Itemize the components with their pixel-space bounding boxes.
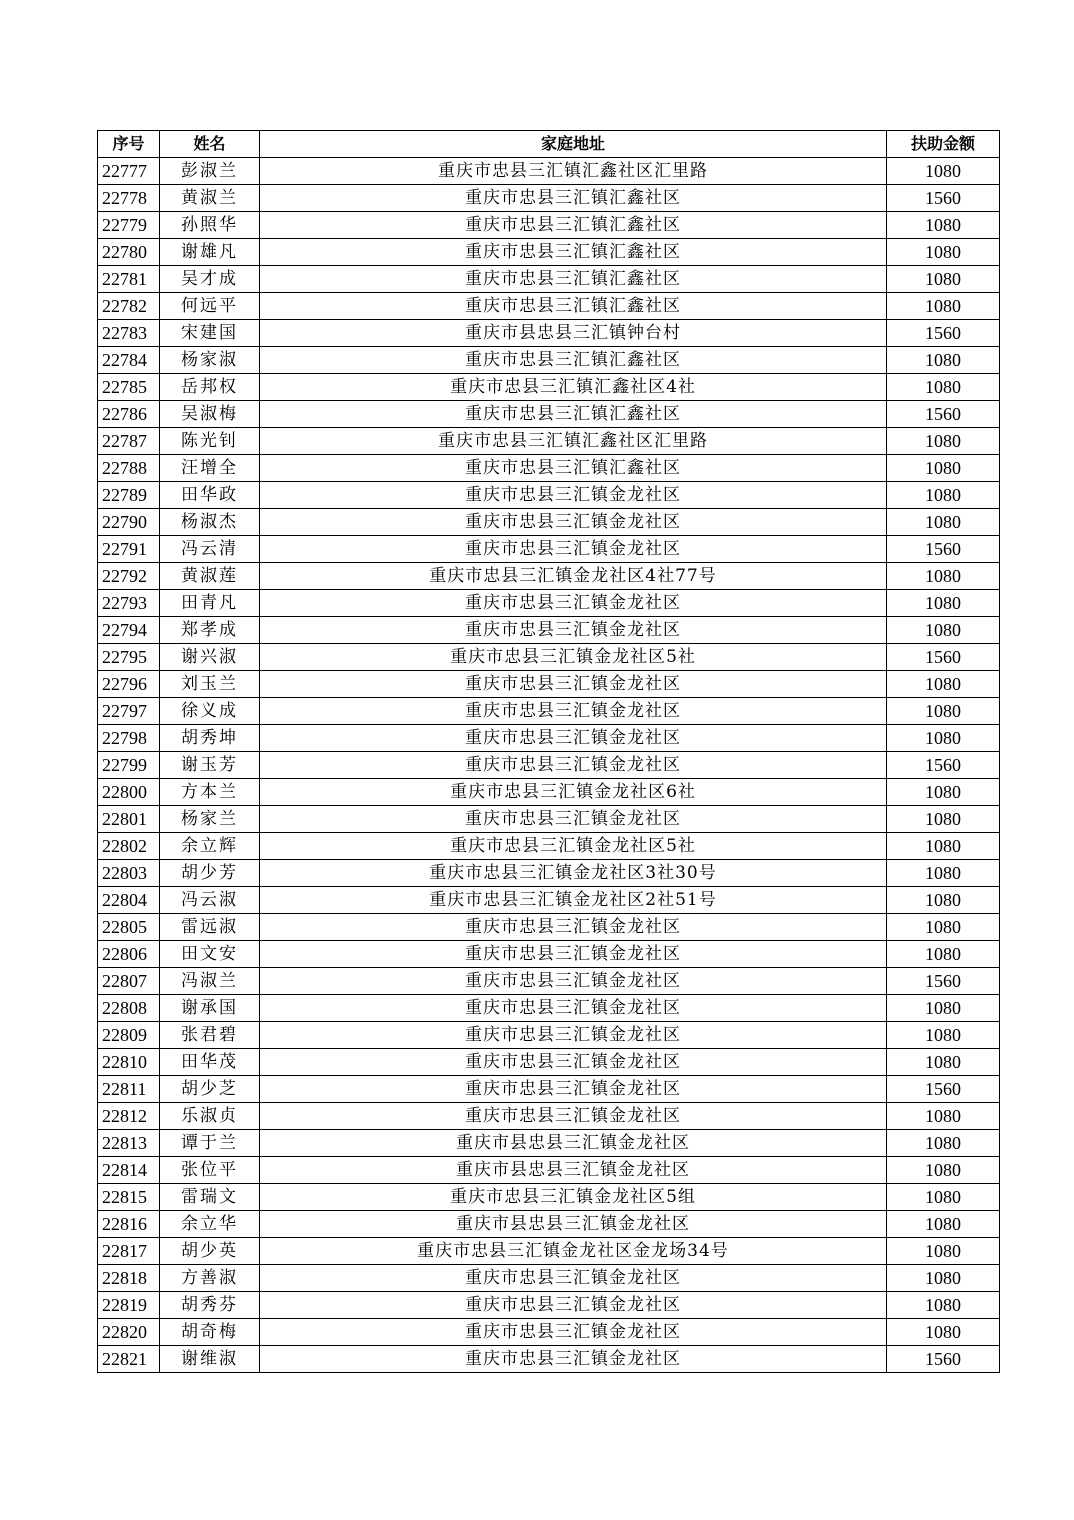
table-row bbox=[98, 698, 1000, 725]
cell-name: 冯淑兰 bbox=[160, 968, 260, 995]
cell-home-address: 重庆市忠县三汇镇汇鑫社区 bbox=[260, 455, 887, 482]
cell-home-address: 重庆市忠县三汇镇金龙社区 bbox=[260, 482, 887, 509]
cell-home-address: 重庆市忠县三汇镇金龙社区 bbox=[260, 1265, 887, 1292]
cell-name: 乐淑贞 bbox=[160, 1103, 260, 1130]
cell-name: 徐义成 bbox=[160, 698, 260, 725]
cell-home-address: 重庆市忠县三汇镇汇鑫社区 bbox=[260, 347, 887, 374]
table-row bbox=[98, 1238, 1000, 1265]
cell-assistance-amount: 1080 bbox=[887, 563, 1000, 590]
cell-serial-number: 22813 bbox=[98, 1130, 160, 1157]
cell-serial-number: 22810 bbox=[98, 1049, 160, 1076]
cell-assistance-amount: 1560 bbox=[887, 1076, 1000, 1103]
table-row bbox=[98, 590, 1000, 617]
cell-assistance-amount: 1080 bbox=[887, 1238, 1000, 1265]
cell-assistance-amount: 1080 bbox=[887, 1292, 1000, 1319]
cell-name: 胡少芝 bbox=[160, 1076, 260, 1103]
cell-name: 孙照华 bbox=[160, 212, 260, 239]
cell-assistance-amount: 1080 bbox=[887, 266, 1000, 293]
cell-assistance-amount: 1560 bbox=[887, 644, 1000, 671]
cell-serial-number: 22806 bbox=[98, 941, 160, 968]
cell-name: 胡秀坤 bbox=[160, 725, 260, 752]
cell-home-address: 重庆市忠县三汇镇金龙社区金龙场34号 bbox=[260, 1238, 887, 1265]
cell-assistance-amount: 1080 bbox=[887, 1049, 1000, 1076]
cell-serial-number: 22817 bbox=[98, 1238, 160, 1265]
table-row bbox=[98, 158, 1000, 185]
cell-serial-number: 22790 bbox=[98, 509, 160, 536]
cell-home-address: 重庆市忠县三汇镇金龙社区 bbox=[260, 995, 887, 1022]
table-row bbox=[98, 1319, 1000, 1346]
cell-assistance-amount: 1080 bbox=[887, 833, 1000, 860]
cell-name: 刘玉兰 bbox=[160, 671, 260, 698]
cell-assistance-amount: 1080 bbox=[887, 779, 1000, 806]
table-row bbox=[98, 941, 1000, 968]
table-row bbox=[98, 1130, 1000, 1157]
cell-home-address: 重庆市忠县三汇镇金龙社区6社 bbox=[260, 779, 887, 806]
cell-name: 谢兴淑 bbox=[160, 644, 260, 671]
cell-name: 彭淑兰 bbox=[160, 158, 260, 185]
cell-name: 谭于兰 bbox=[160, 1130, 260, 1157]
cell-name: 张君碧 bbox=[160, 1022, 260, 1049]
cell-assistance-amount: 1080 bbox=[887, 158, 1000, 185]
cell-home-address: 重庆市忠县三汇镇汇鑫社区 bbox=[260, 185, 887, 212]
table-row bbox=[98, 1103, 1000, 1130]
cell-home-address: 重庆市忠县三汇镇金龙社区 bbox=[260, 941, 887, 968]
table-row bbox=[98, 536, 1000, 563]
cell-name: 郑孝成 bbox=[160, 617, 260, 644]
cell-name: 谢雄凡 bbox=[160, 239, 260, 266]
table-row bbox=[98, 779, 1000, 806]
header-home-address: 家庭地址 bbox=[260, 131, 887, 158]
cell-serial-number: 22786 bbox=[98, 401, 160, 428]
cell-serial-number: 22794 bbox=[98, 617, 160, 644]
cell-assistance-amount: 1080 bbox=[887, 509, 1000, 536]
cell-name: 余立华 bbox=[160, 1211, 260, 1238]
table-row bbox=[98, 428, 1000, 455]
header-assistance-amount: 扶助金额 bbox=[887, 131, 1000, 158]
cell-home-address: 重庆市忠县三汇镇金龙社区 bbox=[260, 1049, 887, 1076]
table-row bbox=[98, 1346, 1000, 1373]
cell-serial-number: 22801 bbox=[98, 806, 160, 833]
cell-name: 胡少英 bbox=[160, 1238, 260, 1265]
table-row bbox=[98, 995, 1000, 1022]
cell-name: 杨淑杰 bbox=[160, 509, 260, 536]
cell-home-address: 重庆市县忠县三汇镇钟台村 bbox=[260, 320, 887, 347]
cell-name: 胡秀芬 bbox=[160, 1292, 260, 1319]
cell-home-address: 重庆市忠县三汇镇金龙社区 bbox=[260, 752, 887, 779]
cell-name: 谢承国 bbox=[160, 995, 260, 1022]
table-row bbox=[98, 968, 1000, 995]
cell-home-address: 重庆市忠县三汇镇金龙社区 bbox=[260, 536, 887, 563]
cell-assistance-amount: 1080 bbox=[887, 1211, 1000, 1238]
cell-serial-number: 22804 bbox=[98, 887, 160, 914]
cell-home-address: 重庆市忠县三汇镇汇鑫社区 bbox=[260, 239, 887, 266]
cell-serial-number: 22779 bbox=[98, 212, 160, 239]
cell-name: 田文安 bbox=[160, 941, 260, 968]
cell-name: 汪增全 bbox=[160, 455, 260, 482]
table-row bbox=[98, 509, 1000, 536]
table-row bbox=[98, 1076, 1000, 1103]
cell-serial-number: 22782 bbox=[98, 293, 160, 320]
table-row bbox=[98, 347, 1000, 374]
cell-home-address: 重庆市县忠县三汇镇金龙社区 bbox=[260, 1211, 887, 1238]
table-row bbox=[98, 1049, 1000, 1076]
cell-serial-number: 22802 bbox=[98, 833, 160, 860]
table-row bbox=[98, 239, 1000, 266]
cell-home-address: 重庆市忠县三汇镇金龙社区 bbox=[260, 968, 887, 995]
table-header-row bbox=[98, 131, 1000, 158]
cell-home-address: 重庆市忠县三汇镇金龙社区 bbox=[260, 806, 887, 833]
table-row bbox=[98, 671, 1000, 698]
cell-name: 田青凡 bbox=[160, 590, 260, 617]
table-row bbox=[98, 320, 1000, 347]
cell-assistance-amount: 1080 bbox=[887, 212, 1000, 239]
cell-home-address: 重庆市县忠县三汇镇金龙社区 bbox=[260, 1157, 887, 1184]
cell-home-address: 重庆市忠县三汇镇金龙社区 bbox=[260, 1022, 887, 1049]
cell-home-address: 重庆市忠县三汇镇金龙社区5社 bbox=[260, 644, 887, 671]
cell-name: 杨家淑 bbox=[160, 347, 260, 374]
cell-name: 宋建国 bbox=[160, 320, 260, 347]
cell-name: 田华茂 bbox=[160, 1049, 260, 1076]
table-row bbox=[98, 617, 1000, 644]
table-row bbox=[98, 374, 1000, 401]
cell-home-address: 重庆市忠县三汇镇金龙社区3社30号 bbox=[260, 860, 887, 887]
cell-name: 余立辉 bbox=[160, 833, 260, 860]
cell-assistance-amount: 1560 bbox=[887, 185, 1000, 212]
cell-serial-number: 22820 bbox=[98, 1319, 160, 1346]
table-row bbox=[98, 266, 1000, 293]
cell-home-address: 重庆市忠县三汇镇金龙社区 bbox=[260, 1319, 887, 1346]
cell-assistance-amount: 1080 bbox=[887, 995, 1000, 1022]
cell-serial-number: 22803 bbox=[98, 860, 160, 887]
cell-home-address: 重庆市忠县三汇镇汇鑫社区 bbox=[260, 212, 887, 239]
cell-serial-number: 22795 bbox=[98, 644, 160, 671]
cell-home-address: 重庆市忠县三汇镇金龙社区 bbox=[260, 1292, 887, 1319]
table-row bbox=[98, 185, 1000, 212]
cell-name: 方本兰 bbox=[160, 779, 260, 806]
table-row bbox=[98, 1157, 1000, 1184]
cell-assistance-amount: 1080 bbox=[887, 455, 1000, 482]
cell-assistance-amount: 1560 bbox=[887, 752, 1000, 779]
cell-assistance-amount: 1080 bbox=[887, 347, 1000, 374]
cell-name: 黄淑莲 bbox=[160, 563, 260, 590]
table-row bbox=[98, 563, 1000, 590]
cell-serial-number: 22805 bbox=[98, 914, 160, 941]
cell-serial-number: 22814 bbox=[98, 1157, 160, 1184]
header-serial-number: 序号 bbox=[98, 131, 160, 158]
cell-name: 冯云淑 bbox=[160, 887, 260, 914]
cell-name: 田华政 bbox=[160, 482, 260, 509]
cell-serial-number: 22780 bbox=[98, 239, 160, 266]
cell-home-address: 重庆市忠县三汇镇金龙社区 bbox=[260, 590, 887, 617]
assistance-roster-table bbox=[97, 130, 1000, 1373]
cell-home-address: 重庆市忠县三汇镇金龙社区4社77号 bbox=[260, 563, 887, 590]
cell-assistance-amount: 1560 bbox=[887, 320, 1000, 347]
table-row bbox=[98, 1022, 1000, 1049]
table-row bbox=[98, 1211, 1000, 1238]
table-row bbox=[98, 752, 1000, 779]
table-row bbox=[98, 914, 1000, 941]
cell-home-address: 重庆市忠县三汇镇金龙社区5社 bbox=[260, 833, 887, 860]
cell-home-address: 重庆市忠县三汇镇金龙社区 bbox=[260, 1346, 887, 1373]
cell-serial-number: 22781 bbox=[98, 266, 160, 293]
cell-name: 胡少芳 bbox=[160, 860, 260, 887]
cell-name: 雷远淑 bbox=[160, 914, 260, 941]
cell-assistance-amount: 1080 bbox=[887, 941, 1000, 968]
cell-serial-number: 22800 bbox=[98, 779, 160, 806]
cell-serial-number: 22793 bbox=[98, 590, 160, 617]
cell-name: 冯云清 bbox=[160, 536, 260, 563]
cell-assistance-amount: 1080 bbox=[887, 1157, 1000, 1184]
cell-serial-number: 22788 bbox=[98, 455, 160, 482]
cell-assistance-amount: 1560 bbox=[887, 968, 1000, 995]
cell-assistance-amount: 1080 bbox=[887, 293, 1000, 320]
cell-name: 黄淑兰 bbox=[160, 185, 260, 212]
cell-home-address: 重庆市忠县三汇镇金龙社区 bbox=[260, 1076, 887, 1103]
cell-home-address: 重庆市忠县三汇镇金龙社区 bbox=[260, 914, 887, 941]
cell-name: 张位平 bbox=[160, 1157, 260, 1184]
cell-name: 方善淑 bbox=[160, 1265, 260, 1292]
cell-home-address: 重庆市忠县三汇镇金龙社区 bbox=[260, 725, 887, 752]
cell-assistance-amount: 1080 bbox=[887, 860, 1000, 887]
cell-serial-number: 22796 bbox=[98, 671, 160, 698]
cell-serial-number: 22819 bbox=[98, 1292, 160, 1319]
cell-home-address: 重庆市忠县三汇镇汇鑫社区4社 bbox=[260, 374, 887, 401]
table-row bbox=[98, 1184, 1000, 1211]
cell-assistance-amount: 1080 bbox=[887, 374, 1000, 401]
cell-name: 岳邦权 bbox=[160, 374, 260, 401]
cell-serial-number: 22789 bbox=[98, 482, 160, 509]
cell-home-address: 重庆市忠县三汇镇金龙社区 bbox=[260, 671, 887, 698]
cell-serial-number: 22807 bbox=[98, 968, 160, 995]
cell-name: 谢玉芳 bbox=[160, 752, 260, 779]
cell-home-address: 重庆市忠县三汇镇金龙社区 bbox=[260, 617, 887, 644]
cell-serial-number: 22816 bbox=[98, 1211, 160, 1238]
cell-assistance-amount: 1080 bbox=[887, 914, 1000, 941]
table-row bbox=[98, 806, 1000, 833]
cell-serial-number: 22812 bbox=[98, 1103, 160, 1130]
cell-serial-number: 22783 bbox=[98, 320, 160, 347]
cell-home-address: 重庆市忠县三汇镇金龙社区2社51号 bbox=[260, 887, 887, 914]
table-body bbox=[98, 158, 1000, 1373]
cell-assistance-amount: 1080 bbox=[887, 239, 1000, 266]
cell-home-address: 重庆市忠县三汇镇汇鑫社区汇里路 bbox=[260, 428, 887, 455]
cell-home-address: 重庆市忠县三汇镇汇鑫社区汇里路 bbox=[260, 158, 887, 185]
cell-serial-number: 22791 bbox=[98, 536, 160, 563]
cell-serial-number: 22821 bbox=[98, 1346, 160, 1373]
cell-assistance-amount: 1560 bbox=[887, 401, 1000, 428]
cell-assistance-amount: 1080 bbox=[887, 1022, 1000, 1049]
cell-serial-number: 22777 bbox=[98, 158, 160, 185]
table-row bbox=[98, 1292, 1000, 1319]
cell-serial-number: 22784 bbox=[98, 347, 160, 374]
cell-assistance-amount: 1080 bbox=[887, 617, 1000, 644]
cell-serial-number: 22818 bbox=[98, 1265, 160, 1292]
header-name: 姓名 bbox=[160, 131, 260, 158]
table-row bbox=[98, 293, 1000, 320]
cell-home-address: 重庆市忠县三汇镇金龙社区 bbox=[260, 509, 887, 536]
cell-name: 何远平 bbox=[160, 293, 260, 320]
cell-name: 胡奇梅 bbox=[160, 1319, 260, 1346]
cell-serial-number: 22792 bbox=[98, 563, 160, 590]
table-row bbox=[98, 887, 1000, 914]
table-row bbox=[98, 860, 1000, 887]
cell-serial-number: 22787 bbox=[98, 428, 160, 455]
cell-serial-number: 22778 bbox=[98, 185, 160, 212]
cell-assistance-amount: 1080 bbox=[887, 428, 1000, 455]
cell-home-address: 重庆市忠县三汇镇金龙社区5组 bbox=[260, 1184, 887, 1211]
cell-assistance-amount: 1080 bbox=[887, 698, 1000, 725]
cell-serial-number: 22799 bbox=[98, 752, 160, 779]
cell-serial-number: 22815 bbox=[98, 1184, 160, 1211]
table-row bbox=[98, 455, 1000, 482]
cell-assistance-amount: 1560 bbox=[887, 1346, 1000, 1373]
cell-assistance-amount: 1080 bbox=[887, 806, 1000, 833]
cell-name: 吴淑梅 bbox=[160, 401, 260, 428]
cell-serial-number: 22811 bbox=[98, 1076, 160, 1103]
cell-assistance-amount: 1080 bbox=[887, 1184, 1000, 1211]
cell-assistance-amount: 1080 bbox=[887, 590, 1000, 617]
cell-assistance-amount: 1080 bbox=[887, 1130, 1000, 1157]
cell-assistance-amount: 1080 bbox=[887, 1103, 1000, 1130]
table-row bbox=[98, 644, 1000, 671]
cell-assistance-amount: 1080 bbox=[887, 671, 1000, 698]
table-row bbox=[98, 833, 1000, 860]
cell-serial-number: 22798 bbox=[98, 725, 160, 752]
cell-assistance-amount: 1080 bbox=[887, 725, 1000, 752]
cell-assistance-amount: 1080 bbox=[887, 1319, 1000, 1346]
table-row bbox=[98, 482, 1000, 509]
cell-serial-number: 22785 bbox=[98, 374, 160, 401]
cell-assistance-amount: 1080 bbox=[887, 887, 1000, 914]
cell-home-address: 重庆市忠县三汇镇金龙社区 bbox=[260, 698, 887, 725]
cell-home-address: 重庆市忠县三汇镇金龙社区 bbox=[260, 1103, 887, 1130]
cell-home-address: 重庆市县忠县三汇镇金龙社区 bbox=[260, 1130, 887, 1157]
table-row bbox=[98, 1265, 1000, 1292]
cell-name: 陈光钊 bbox=[160, 428, 260, 455]
cell-serial-number: 22808 bbox=[98, 995, 160, 1022]
cell-home-address: 重庆市忠县三汇镇汇鑫社区 bbox=[260, 293, 887, 320]
table-row bbox=[98, 212, 1000, 239]
cell-serial-number: 22809 bbox=[98, 1022, 160, 1049]
cell-name: 吴才成 bbox=[160, 266, 260, 293]
cell-home-address: 重庆市忠县三汇镇汇鑫社区 bbox=[260, 401, 887, 428]
cell-serial-number: 22797 bbox=[98, 698, 160, 725]
cell-name: 杨家兰 bbox=[160, 806, 260, 833]
table-row bbox=[98, 401, 1000, 428]
cell-assistance-amount: 1560 bbox=[887, 536, 1000, 563]
cell-assistance-amount: 1080 bbox=[887, 482, 1000, 509]
table-row bbox=[98, 725, 1000, 752]
cell-home-address: 重庆市忠县三汇镇汇鑫社区 bbox=[260, 266, 887, 293]
cell-assistance-amount: 1080 bbox=[887, 1265, 1000, 1292]
cell-name: 谢维淑 bbox=[160, 1346, 260, 1373]
cell-name: 雷瑞文 bbox=[160, 1184, 260, 1211]
